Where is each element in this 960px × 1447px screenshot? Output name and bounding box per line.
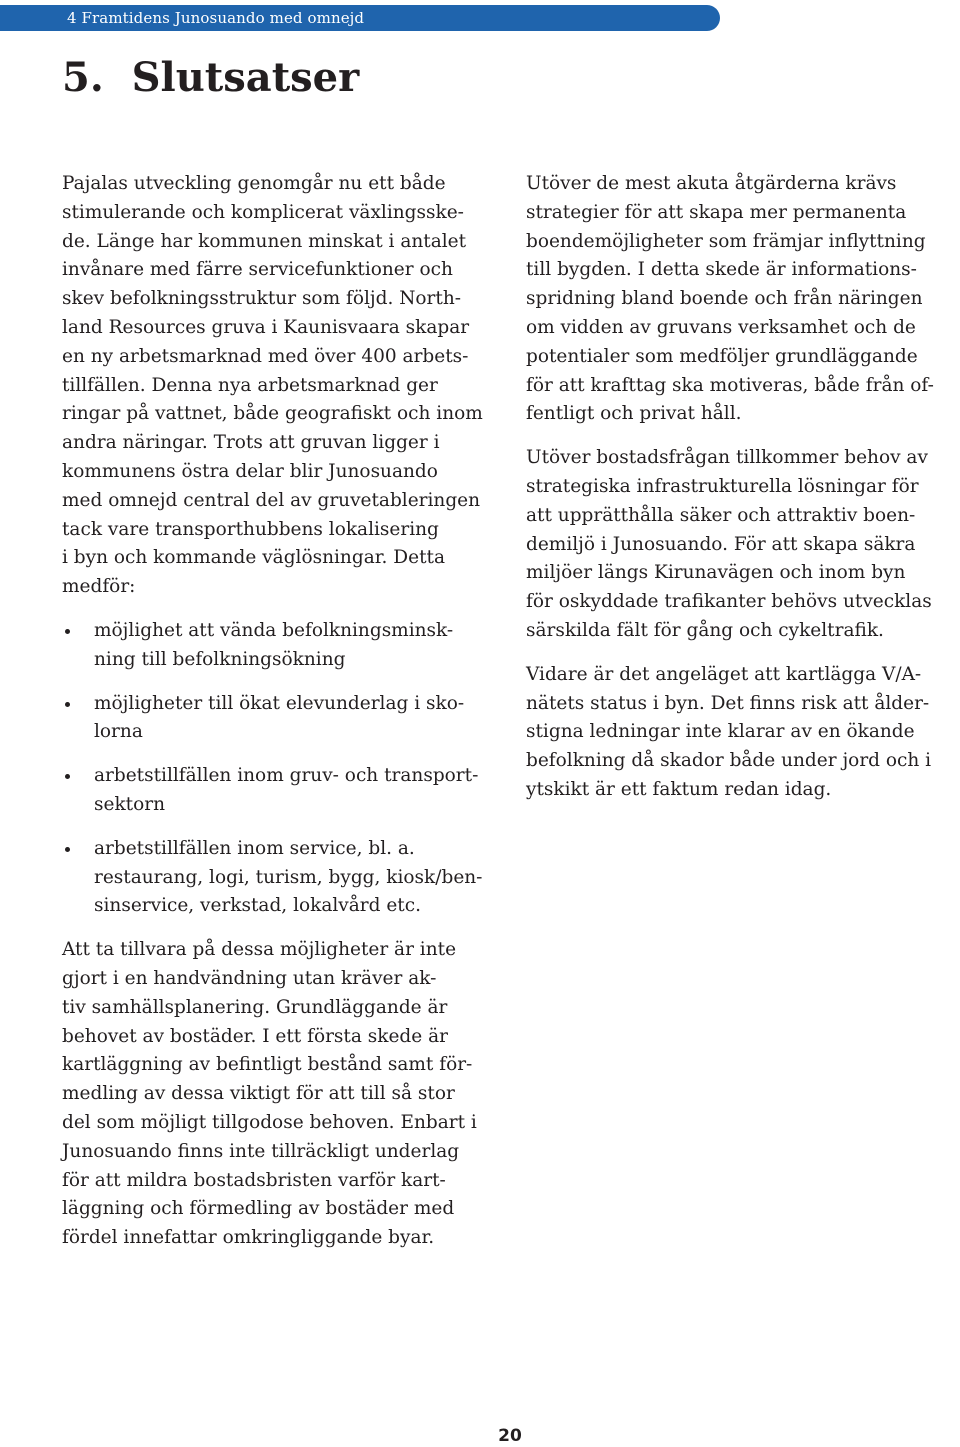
list-item: [62, 617, 510, 675]
text-line: lorna: [94, 721, 143, 743]
text-line: medför:: [62, 576, 136, 598]
text-line: Junosuando finns inte tillräckligt underlag: [62, 1140, 460, 1162]
text-line: fentligt och privat håll.: [526, 403, 742, 425]
closing-paragraph: [62, 936, 510, 1253]
text-line: strategiska infrastrukturella lösningar för: [526, 475, 919, 497]
bullet-icon: [65, 629, 70, 634]
text-line: skev befolkningsstruktur som följd. North-: [62, 288, 462, 310]
right-column: [526, 170, 960, 820]
text-line: ringar på vattnet, både geografiskt och inom: [62, 403, 483, 425]
water-sewage-paragraph: [526, 661, 960, 805]
text-line: del som möjligt tillgodose behoven. Enbart i: [62, 1111, 477, 1133]
text-line: befolkning då skador både under jord och i: [526, 750, 932, 772]
strategy-paragraph: [526, 170, 960, 429]
text-line: Pajalas utveckling genomgår nu ett både: [62, 173, 446, 194]
text-line: sektorn: [94, 793, 165, 815]
text-line: land Resources gruva i Kaunisvaara skapar: [62, 316, 470, 338]
text-line: Vidare är det angeläget att kartlägga V/A-: [526, 663, 922, 685]
text-line: för oskyddade trafikanter behövs utvecklas: [526, 591, 932, 613]
text-line: demiljö i Junosuando. För att skapa säkra: [526, 533, 916, 555]
text-line: till bygden. I detta skede är informations-: [526, 259, 917, 281]
text-line: behovet av bostäder. I ett första skede är: [62, 1025, 448, 1047]
text-line: om vidden av gruvans verksamhet och de: [526, 316, 916, 338]
page-number: 20: [498, 1426, 522, 1446]
text-line: stimulerande och komplicerat växlingsske-: [62, 201, 464, 223]
text-line: tillfällen. Denna nya arbetsmarknad ger: [62, 374, 438, 396]
intro-paragraph: [62, 170, 510, 602]
running-header: 4 Framtidens Junosuando med omnejd: [67, 9, 365, 27]
text-line: arbetstillfällen inom service, bl. a.: [94, 837, 415, 859]
text-line: medling av dessa viktigt för att till så stor: [62, 1083, 455, 1105]
text-line: de. Länge har kommunen minskat i antalet: [62, 230, 467, 252]
text-line: Utöver de mest akuta åtgärderna krävs: [526, 173, 897, 194]
text-line: strategier för att skapa mer permanenta: [526, 201, 907, 223]
text-line: i byn och kommande väglösningar. Detta: [62, 547, 445, 569]
text-line: att upprätthålla säker och attraktiv boen-: [526, 504, 916, 526]
text-line: tiv samhällsplanering. Grundläggande är: [62, 996, 448, 1018]
text-line: ning till befolkningsökning: [94, 648, 346, 670]
text-line: möjligheter till ökat elevunderlag i sko-: [94, 692, 465, 714]
text-line: stigna ledningar inte klarar av en ökande: [526, 721, 915, 743]
text-line: Utöver bostadsfrågan tillkommer behov av: [526, 447, 928, 469]
list-item: [62, 835, 510, 921]
text-line: särskilda fält för gång och cykeltrafik.: [526, 619, 884, 641]
bullet-icon: [65, 847, 70, 852]
text-line: möjlighet att vända befolkningsminsk-: [94, 619, 454, 641]
list-item: [62, 690, 510, 748]
text-line: sinservice, verkstad, lokalvård etc.: [94, 895, 421, 917]
text-line: kartläggning av befintligt bestånd samt för-: [62, 1054, 473, 1076]
consequence-list: [62, 617, 510, 921]
text-line: andra näringar. Trots att gruvan ligger i: [62, 432, 440, 454]
text-line: med omnejd central del av gruvetableringen: [62, 489, 481, 511]
left-column: [62, 170, 510, 1268]
text-line: boendemöjligheter som främjar inflyttning: [526, 230, 926, 252]
text-line: tack vare transporthubbens lokalisering: [62, 518, 439, 540]
list-item: [62, 762, 510, 820]
text-line: miljöer längs Kirunavägen och inom byn: [526, 562, 906, 584]
text-line: potentialer som medföljer grundläggande: [526, 345, 918, 367]
text-line: en ny arbetsmarknad med över 400 arbets-: [62, 345, 469, 367]
text-line: för att mildra bostadsbristen varför kart-: [62, 1169, 446, 1191]
text-line: gjort i en handvändning utan kräver ak-: [62, 967, 437, 989]
bullet-icon: [65, 702, 70, 707]
text-line: läggning och förmedling av bostäder med: [62, 1198, 455, 1220]
text-line: för att krafttag ska motiveras, både från of-: [526, 374, 934, 396]
text-line: kommunens östra delar blir Junosuando: [62, 460, 438, 482]
text-line: invånare med färre servicefunktioner och: [62, 259, 453, 281]
text-line: ytskikt är ett faktum redan idag.: [526, 778, 832, 800]
text-line: spridning bland boende och från näringen: [526, 288, 923, 310]
bullet-icon: [65, 774, 70, 779]
text-line: nätets status i byn. Det finns risk att ålder-: [526, 692, 930, 714]
text-line: restaurang, logi, turism, bygg, kiosk/ben-: [94, 866, 483, 888]
text-line: arbetstillfällen inom gruv- och transport-: [94, 765, 479, 787]
chapter-title: 5. Slutsatser: [62, 54, 360, 101]
text-line: fördel innefattar omkringliggande byar.: [62, 1227, 435, 1249]
text-line: Att ta tillvara på dessa möjligheter är inte: [62, 939, 457, 961]
infrastructure-paragraph: [526, 444, 960, 646]
